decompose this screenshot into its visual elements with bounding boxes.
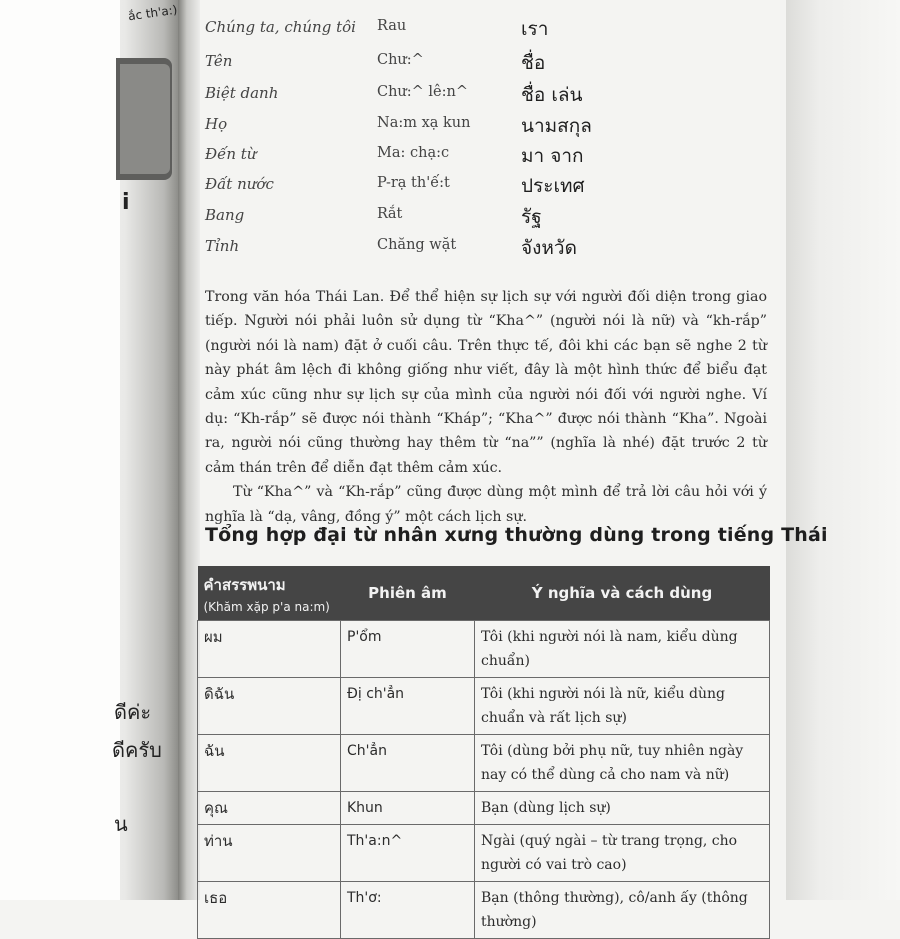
vocab-vietnamese: Chúng ta, chúng tôi xyxy=(205,18,356,36)
body-text xyxy=(205,285,767,529)
cell-thai: ท่าน xyxy=(198,825,341,882)
header-pronoun xyxy=(198,566,341,621)
header-meaning: Ý nghĩa và cách dùng xyxy=(475,566,770,621)
cell-meaning: Bạn (thông thường), cô/anh ấy (thông thường) xyxy=(475,882,770,939)
table-row xyxy=(198,792,770,825)
paragraph-politeness: Trong văn hóa Thái Lan. Để thể hiện sự lịch sự với người đối diện trong giao tiếp. Người nói phải luôn sử dụng từ “Kha^” (người nói là nữ) và “kh-rắp” (người nói là nam) đặt ở cuối câu. Trên thực tế, đôi khi các bạn sẽ nghe 2 từ này phát âm lệch đi không giống như viết, đây là một hình thức để biểu đạt cảm xúc cũng như sự lịch sự của mình của người nói đối với người nghe. Ví dụ: “Kh-rắp” sẽ được nói thành “Kháp”; “Kha^” được nói thành “Kha”. Ngoài ra, người nói cũng thường hay thêm từ “na”” (nghĩa là nhé) đặt trước 2 từ cảm thán trên để diễn đạt thêm cảm xúc. xyxy=(205,289,767,476)
vocab-phonetic: Rắt xyxy=(377,206,403,222)
vocab-thai: นามสกุล xyxy=(521,115,592,137)
vocab-row xyxy=(205,206,765,236)
cell-phonetic: Th'ơ: xyxy=(341,882,475,939)
cell-thai: ดิฉัน xyxy=(198,678,341,735)
left-page-fragment: ắc th'a:) xyxy=(127,2,178,24)
cell-phonetic: Th'a:n^ xyxy=(341,825,475,882)
left-page xyxy=(0,0,178,900)
table-row xyxy=(198,882,770,939)
vocab-thai: ประเทศ xyxy=(521,175,585,197)
paragraph-usage: Từ “Kha^” và “Kh-rắp” cũng được dùng một mình để trả lời câu hỏi với ý nghĩa là “dạ, vâng, đồng ý” một cách lịch sự. xyxy=(205,484,767,525)
vocab-vietnamese: Tên xyxy=(205,52,233,70)
table-header-row xyxy=(198,566,770,621)
cell-meaning: Tôi (khi người nói là nam, kiểu dùng chuẩn) xyxy=(475,621,770,678)
right-page-edge xyxy=(786,0,900,900)
pronoun-table xyxy=(197,566,770,939)
header-phonetic: Phiên âm xyxy=(341,566,475,621)
cell-phonetic: P'ổm xyxy=(341,621,475,678)
vocab-thai: เรา xyxy=(521,18,549,40)
cell-phonetic: Đị ch'ẳn xyxy=(341,678,475,735)
vocab-vietnamese: Biệt danh xyxy=(205,84,279,102)
cell-meaning: Tôi (khi người nói là nữ, kiểu dùng chuẩn và rất lịch sự) xyxy=(475,678,770,735)
cell-phonetic: Ch'ẳn xyxy=(341,735,475,792)
section-title: Tổng hợp đại từ nhân xưng thường dùng trong tiếng Thái xyxy=(205,524,828,546)
cell-thai: เธอ xyxy=(198,882,341,939)
cell-phonetic: Khun xyxy=(341,792,475,825)
vocab-vietnamese: Tỉnh xyxy=(205,237,240,255)
table-row xyxy=(198,735,770,792)
header-pronoun-thai: คำสรรพนาม xyxy=(203,575,286,594)
vocab-phonetic: Na:m xạ kun xyxy=(377,115,471,131)
vocab-thai: มา จาก xyxy=(521,145,584,167)
vocab-thai: ชื่อ เล่น xyxy=(521,84,583,106)
left-page-margin xyxy=(0,0,120,900)
left-page-fragment: ดีครับ xyxy=(112,738,162,762)
vocab-phonetic: Chư:^ xyxy=(377,52,424,68)
vocab-row xyxy=(205,52,765,82)
vocab-row xyxy=(205,115,765,145)
header-pronoun-sub: (Khăm xặp p'a na:m) xyxy=(203,599,330,614)
vocab-phonetic: Chư:^ lê:n^ xyxy=(377,84,469,100)
left-page-fragment: น xyxy=(114,812,128,836)
vocab-phonetic: Rau xyxy=(377,18,407,34)
cell-meaning: Ngài (quý ngài – từ trang trọng, cho người có vai trò cao) xyxy=(475,825,770,882)
vocab-row xyxy=(205,84,765,114)
left-page-grey-box-inner xyxy=(120,64,170,174)
vocab-phonetic: P-rạ th'ế:t xyxy=(377,175,450,191)
left-page-fragment: ดีค่ะ xyxy=(114,700,152,724)
vocab-row xyxy=(205,145,765,175)
vocab-vietnamese: Đất nước xyxy=(205,175,274,193)
vocab-row xyxy=(205,18,765,48)
cell-thai: ฉัน xyxy=(198,735,341,792)
vocab-thai: รัฐ xyxy=(521,206,542,228)
vocab-vietnamese: Họ xyxy=(205,115,228,133)
vocab-thai: ชื่อ xyxy=(521,52,546,74)
cell-meaning: Tôi (dùng bởi phụ nữ, tuy nhiên ngày nay có thể dùng cả cho nam và nữ) xyxy=(475,735,770,792)
vocab-vietnamese: Bang xyxy=(205,206,245,224)
vocab-row xyxy=(205,175,765,205)
cell-meaning: Bạn (dùng lịch sự) xyxy=(475,792,770,825)
table-row xyxy=(198,678,770,735)
vocab-thai: จังหวัด xyxy=(521,237,577,259)
left-page-fragment: i xyxy=(122,190,130,215)
vocab-row xyxy=(205,237,765,267)
table-row xyxy=(198,825,770,882)
cell-thai: ผม xyxy=(198,621,341,678)
vocab-phonetic: Chăng wặt xyxy=(377,237,457,253)
cell-thai: คุณ xyxy=(198,792,341,825)
table-row xyxy=(198,621,770,678)
vocab-phonetic: Ma: chạ:c xyxy=(377,145,450,161)
vocab-vietnamese: Đến từ xyxy=(205,145,257,163)
